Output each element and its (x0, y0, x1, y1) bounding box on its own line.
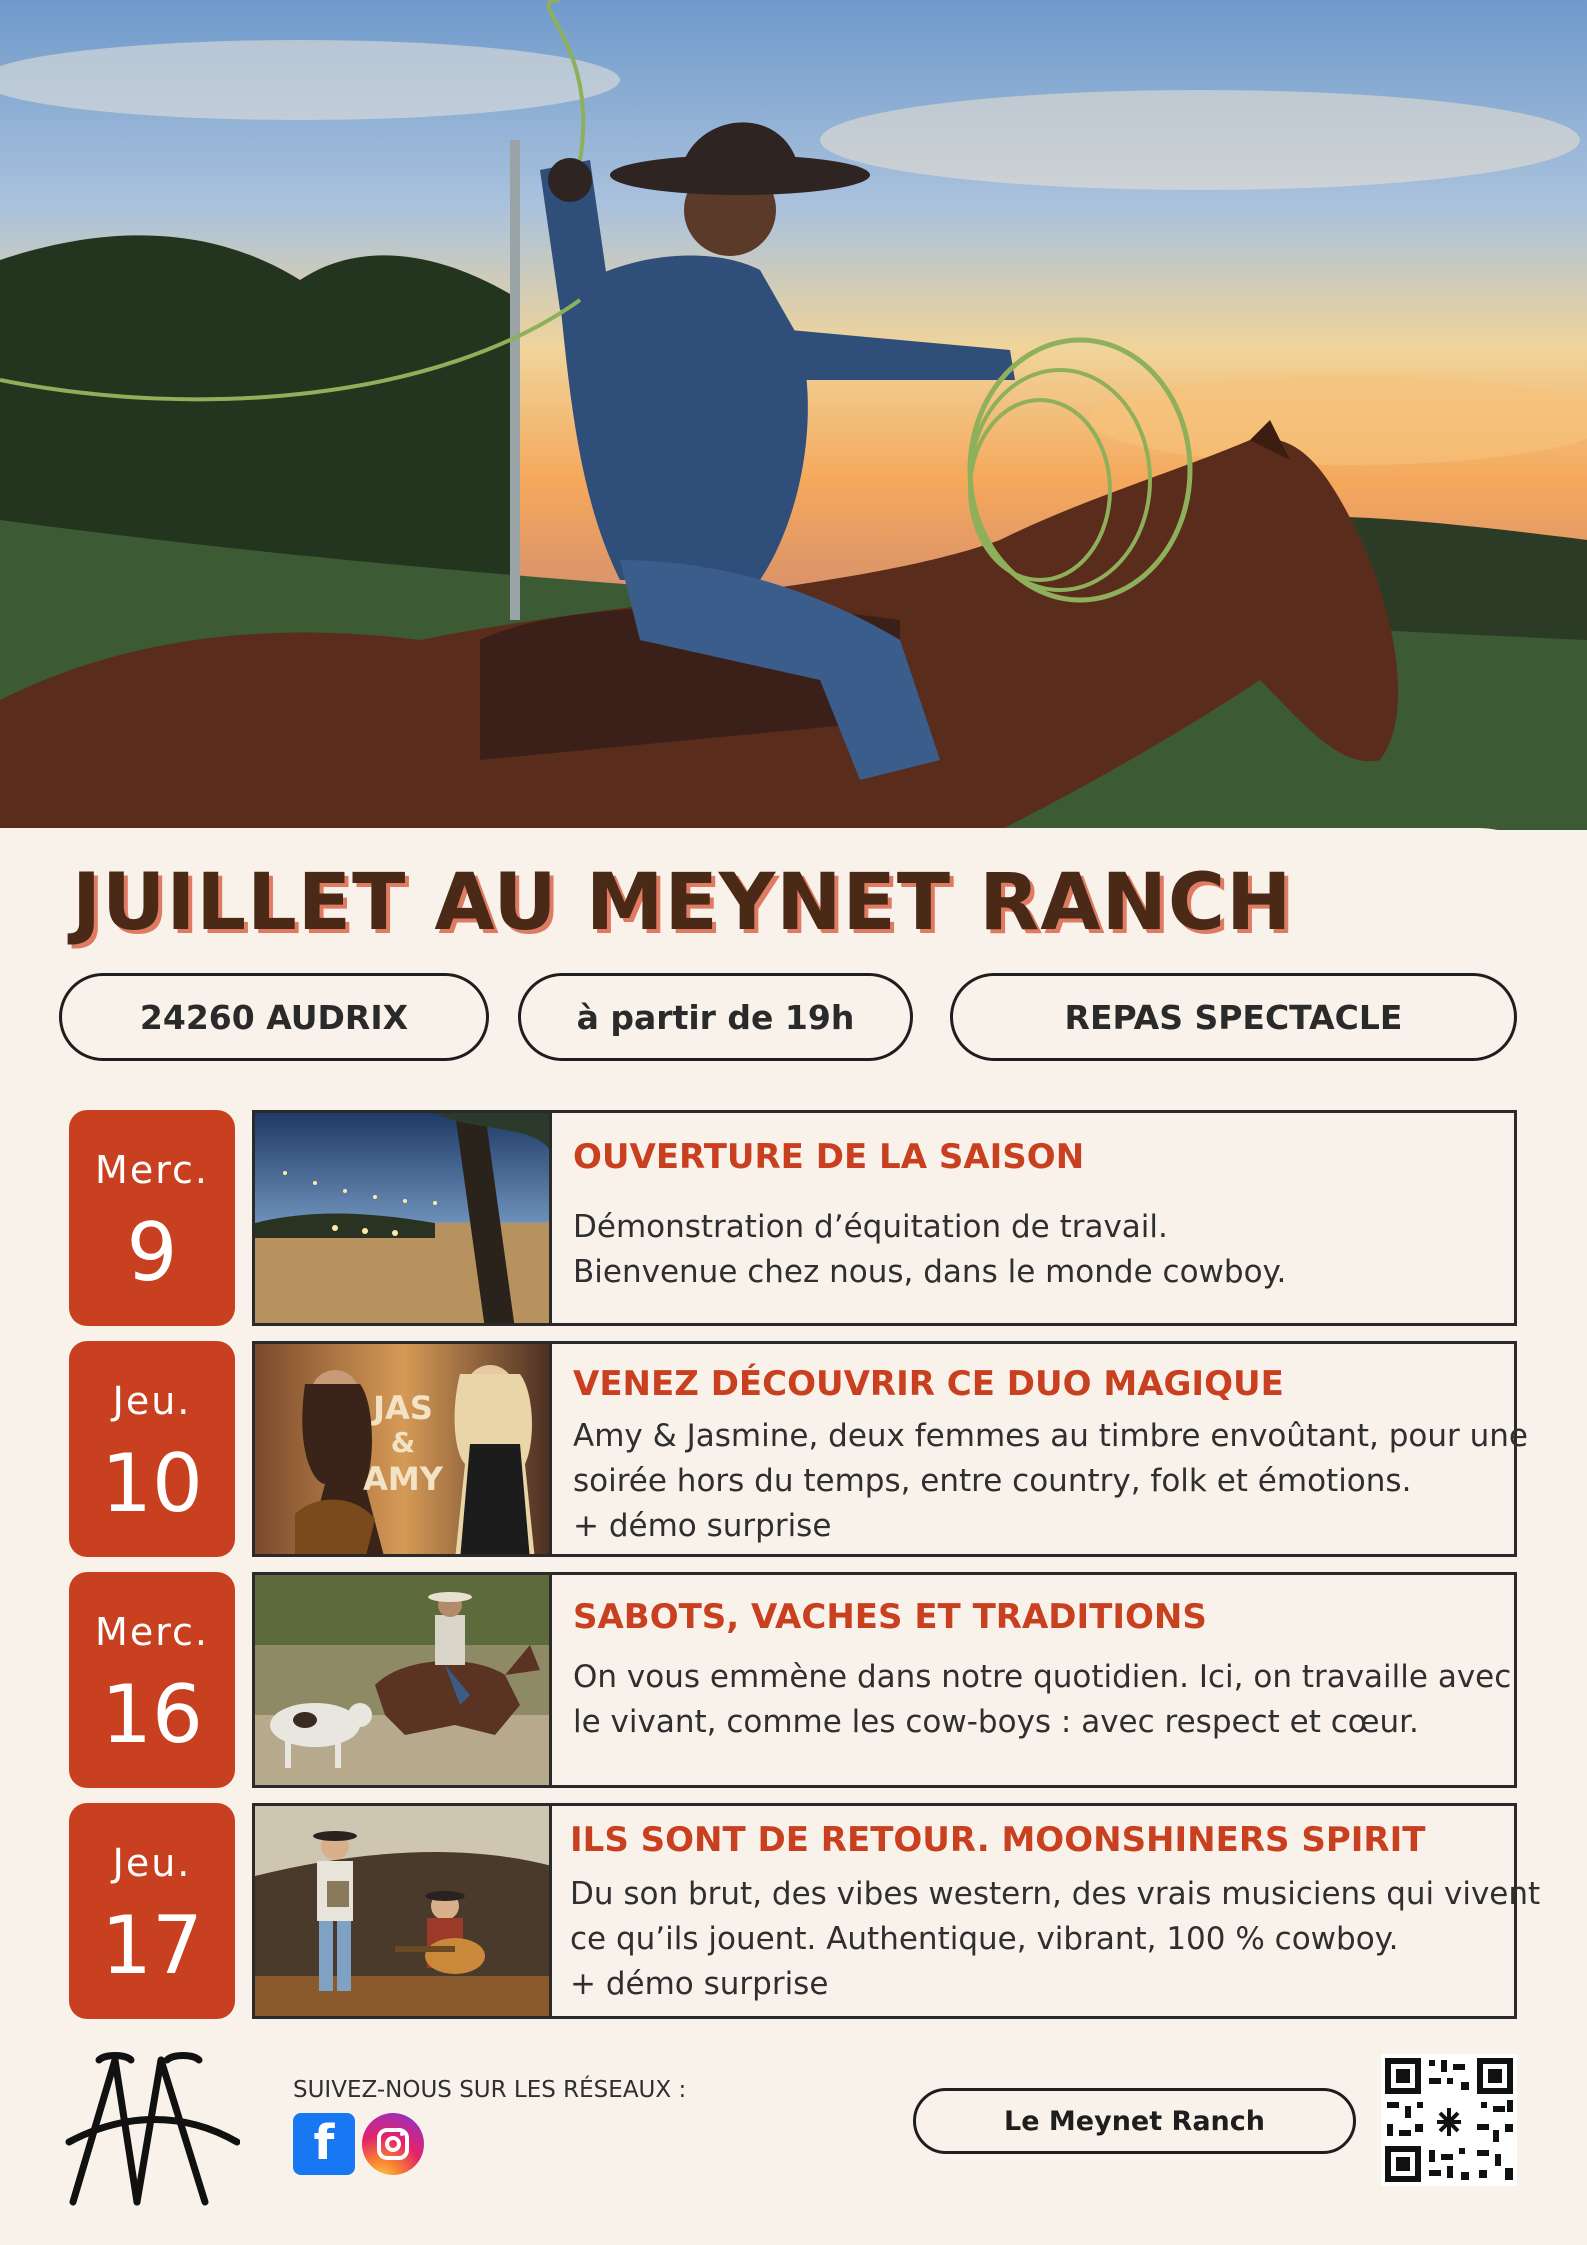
event-title: ILS SONT DE RETOUR. MOONSHINERS SPIRIT (570, 1820, 1426, 1860)
day-name: Jeu. (112, 1841, 192, 1885)
event-photo-duo-poster (255, 1344, 552, 1554)
page-title: JUILLET AU MEYNET RANCH (72, 858, 1293, 948)
event-card (252, 1110, 1517, 1326)
facebook-icon[interactable]: f (293, 2113, 355, 2175)
date-badge (69, 1572, 235, 1788)
event-description: On vous emmène dans notre quotidien. Ici, on travaille avec le vivant, comme les cow-boys : avec respect et cœur. (573, 1659, 1512, 1740)
day-number: 17 (101, 1899, 203, 1992)
ranch-logo-icon (65, 2052, 240, 2207)
date-badge (69, 1803, 235, 2019)
follow-label: SUIVEZ-NOUS SUR LES RÉSEAUX : (293, 2077, 687, 2103)
poster-text: & (390, 1426, 416, 1459)
qr-code-icon[interactable] (1381, 2054, 1517, 2186)
day-name: Merc. (95, 1148, 209, 1192)
time-pill: à partir de 19h (518, 973, 913, 1061)
event-title: VENEZ DÉCOUVRIR CE DUO MAGIQUE (573, 1364, 1284, 1404)
event-description: Démonstration d’équitation de travail. Bienvenue chez nous, dans le monde cowboy. (573, 1209, 1287, 1290)
poster-text: AMY (363, 1460, 443, 1498)
day-name: Jeu. (112, 1379, 192, 1423)
event-description: Amy & Jasmine, deux femmes au timbre envoûtant, pour une soirée hors du temps, entre country, folk et émotions. + démo surprise (573, 1418, 1528, 1544)
poster-text: JAS (373, 1389, 433, 1427)
event-photo-musicians (255, 1806, 552, 2016)
ranch-name-pill: Le Meynet Ranch (913, 2088, 1356, 2154)
event-description: Du son brut, des vibes western, des vrais musiciens qui vivent ce qu’ils jouent. Authentique, vibrant, 100 % cowboy. + démo surprise (570, 1876, 1541, 2002)
event-card (252, 1803, 1541, 2019)
location-pill: 24260 AUDRIX (59, 973, 489, 1061)
event-type-pill: REPAS SPECTACLE (950, 973, 1517, 1061)
event-photo-rider-calf (255, 1575, 552, 1785)
event-card (252, 1341, 1528, 1557)
day-number: 9 (126, 1206, 178, 1299)
hero-image (0, 0, 1587, 830)
day-name: Merc. (95, 1610, 209, 1654)
event-photo-ranch-lights (255, 1113, 552, 1323)
date-badge (69, 1110, 235, 1326)
instagram-icon[interactable] (362, 2113, 424, 2175)
cowboy-lasso-illustration (0, 0, 1587, 830)
event-card (252, 1572, 1517, 1788)
day-number: 10 (101, 1437, 203, 1530)
date-badge (69, 1341, 235, 1557)
event-title: SABOTS, VACHES ET TRADITIONS (573, 1597, 1207, 1637)
day-number: 16 (101, 1668, 203, 1761)
event-title: OUVERTURE DE LA SAISON (573, 1137, 1085, 1177)
